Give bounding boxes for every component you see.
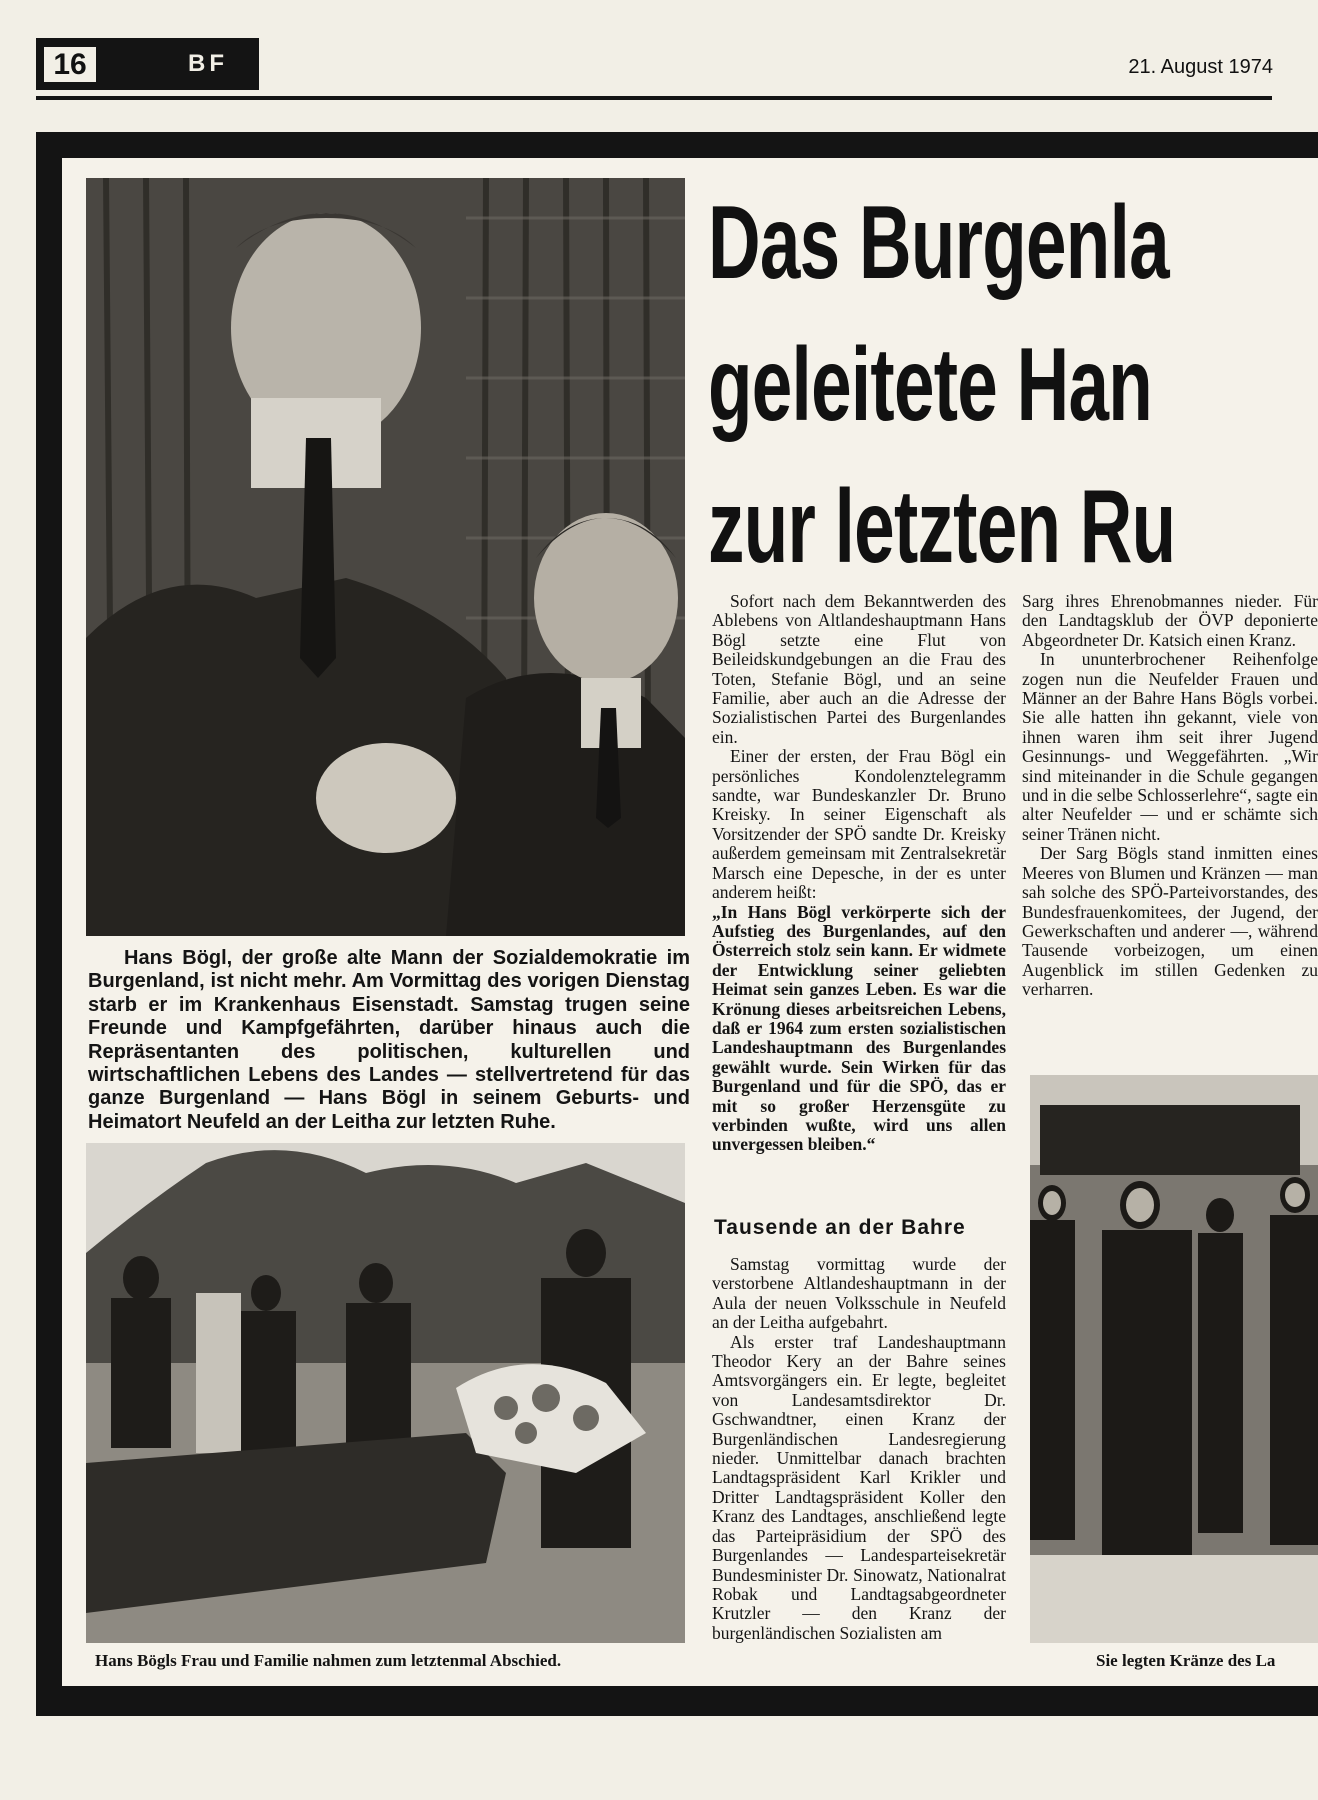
headline-line-1: Das Burgenla bbox=[708, 185, 1169, 301]
photo-wreath-laying bbox=[1030, 1075, 1318, 1643]
paragraph: Der Sarg Bögls stand inmitten eines Meeres von Blumen und Kränzen — man sah solche des SPÖ-Parteivorstandes, des Bundesfrauenkomitees, der Jugend, der Gewerkschaften und anderer —, während Tausende vorbeizogen, um einen Augenblick im stillen Gedenken zu verharren. bbox=[1022, 843, 1318, 1000]
paragraph: Samstag vormittag wurde der verstorbene Altlandeshauptmann in der Aula der neuen Volksschule in Neufeld an der Leitha aufgebahrt. bbox=[712, 1254, 1006, 1333]
page-number: 16 bbox=[41, 44, 99, 85]
paragraph: Als erster traf Landeshauptmann Theodor Kery an der Bahre seines Amtsvorgängers ein. Er legte, begleitet von Landesamtsdirektor Dr. Gschwandtner, einen Kranz der Burgenländischen Landesregierung nieder. Unmittelbar danach brachten Landtagspräsident Karl Krikler und Dritter Landtagspräsident Koller den Kranz des Landtages, anschließend legte das Parteipräsidium der SPÖ des Burgenlandes — Landesparteisekretär Bundesminister Dr. Sinowatz, Nationalrat Robak und Landtagsabgeordneter Krutzler — den Kranz der burgenländischen Sozialisten am bbox=[712, 1331, 1006, 1643]
text-column-1-continued bbox=[712, 1255, 1006, 1643]
paragraph: Sarg ihres Ehrenobmannes nieder. Für den Landtagsklub der ÖVP deponierte Abgeordneter Dr. Katsich einen Kranz. bbox=[1022, 591, 1318, 650]
text-column-2 bbox=[1022, 592, 1318, 1000]
lead-text: Hans Bögl, der große alte Mann der Sozialdemokratie im Burgenland, ist nicht mehr. Am Vormittag des vorigen Dienstag starb er im Krankenhaus Eisenstadt. Samstag trugen seine Freunde und Kampfgefährten, darüber hinaus auch die Repräsentanten des politischen, kulturellen und wirtschaftlichen Lebens des Landes — stellvertretend für das ganze Burgenland — Hans Bögl in seinem Geburts- und Heimatort Neufeld an der Leitha zur letzten Ruhe. bbox=[88, 947, 690, 1133]
kreisky-quote: „In Hans Bögl verkörperte sich der Aufstieg des Burgenlandes, auf den Österreich stolz sein kann. Er widmete der Entwicklung seiner geliebten Heimat sein ganzes Leben. Es war die Krönung dieses arbeitsreichen Lebens, daß er 1964 zum ersten sozialistischen Landeshauptmann des Burgenlandes gewählt wurde. Sein Wirken für das Burgenland und für die SPÖ, das er mit so großer Herzensgüte zu verbinden wußte, wird uns allen unvergessen bleiben.“ bbox=[712, 901, 1006, 1155]
headline bbox=[708, 172, 1318, 592]
paragraph: Einer der ersten, der Frau Bögl ein persönliches Kondolenztelegramm sandte, war Bundeskanzler Dr. Bruno Kreisky. In seiner Eigenschaft als Vorsitzender der SPÖ sandte Dr. Kreisky außerdem gemeinsam mit Zentralsekretär Marsch eine Depesche, in der es unter anderem heißt: bbox=[712, 746, 1006, 903]
photo-caption-wreaths: Sie legten Kränze des La bbox=[1096, 1651, 1276, 1670]
paragraph: Sofort nach dem Bekanntwerden des Ablebens von Altlandeshauptmann Hans Bögl setzte eine Flut von Beileidskundgebungen an die Frau des Toten, Stefanie Bögl, und an seine Familie, aber auch an die Adresse der Sozialistischen Partei des Burgenlandes ein. bbox=[712, 591, 1006, 747]
paragraph: In ununterbrochener Reihenfolge zogen nun die Neufelder Frauen und Männer an der Bahre Hans Bögls vorbei. Sie alle hatten ihn gekannt, viele von ihnen waren ihm seit ihrer Jugend Gesinnungs- und Weggefährten. „Wir sind miteinander in die Schule gegangen und in die selbe Schlosserlehre“, sagte ein alter Neufelder — und er schämte sich seiner Tränen nicht. bbox=[1022, 649, 1318, 844]
headline-line-2: geleitete Han bbox=[708, 327, 1153, 443]
photo-family-farewell bbox=[86, 1143, 685, 1643]
photo-hans-boegl-speaking bbox=[86, 178, 685, 936]
header-rule bbox=[36, 96, 1272, 100]
bottom-rule bbox=[36, 1712, 1318, 1716]
section-label: BF bbox=[188, 50, 228, 77]
lead-paragraph bbox=[88, 947, 690, 1134]
photo-caption-family: Hans Bögls Frau und Familie nahmen zum letztenmal Abschied. bbox=[95, 1651, 562, 1670]
headline-line-3: zur letzten Ru bbox=[708, 469, 1176, 585]
subheading: Tausende an der Bahre bbox=[714, 1216, 966, 1239]
issue-date: 21. August 1974 bbox=[1128, 56, 1273, 78]
text-column-1 bbox=[712, 592, 1006, 1155]
